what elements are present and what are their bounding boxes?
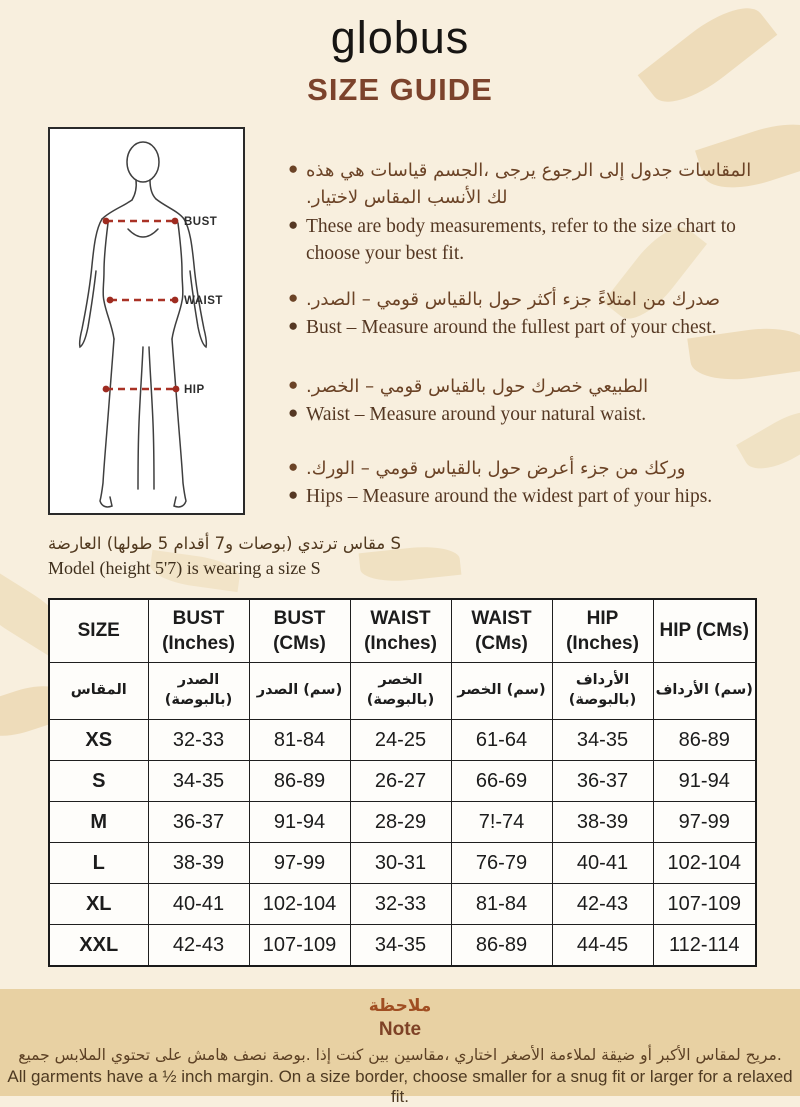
col-header: SIZE [49, 599, 148, 663]
size-table [48, 598, 755, 967]
table-header-row-ar [49, 663, 756, 720]
col-header-ar: الخصر (سم) [451, 663, 552, 720]
table-row [49, 761, 756, 802]
measure-cell: 112-114 [653, 925, 756, 967]
bust-label: BUST [184, 216, 218, 228]
size-cell: S [49, 761, 148, 802]
bullet-list [288, 155, 752, 535]
bullet-icon: ● [288, 215, 299, 234]
bullet-text [306, 314, 716, 341]
brand-logo: globus [330, 12, 470, 63]
bullet-text [306, 213, 736, 267]
size-cell: L [49, 843, 148, 884]
measure-cell: 7!-74 [451, 802, 552, 843]
bullet-line: choose your best fit. [306, 243, 465, 264]
bullet-icon: ● [288, 485, 299, 504]
table-row [49, 925, 756, 967]
size-cell: XXL [49, 925, 148, 967]
measure-cell: 40-41 [552, 843, 653, 884]
bullet-text [306, 157, 751, 211]
page-title: SIZE GUIDE [307, 72, 493, 107]
measure-cell: 32-33 [350, 884, 451, 925]
hip-label: HIP [184, 384, 205, 396]
measure-cell: 91-94 [653, 761, 756, 802]
size-cell: XS [49, 720, 148, 761]
measure-cell: 102-104 [653, 843, 756, 884]
bullet-item [288, 483, 712, 510]
measure-cell: 97-99 [249, 843, 350, 884]
measure-cell: 86-89 [653, 720, 756, 761]
measure-cell: 81-84 [451, 884, 552, 925]
figure-box [48, 127, 245, 515]
measure-cell: 107-109 [249, 925, 350, 967]
measure-cell: 61-64 [451, 720, 552, 761]
bullet-icon: ● [288, 457, 299, 476]
bullet-item [288, 455, 685, 482]
col-header: BUST (CMs) [249, 599, 350, 663]
measure-cell: 36-37 [552, 761, 653, 802]
bullet-line: .الصدر – قومي بالقياس حول أكثر جزء امتلاءً من صدرك [306, 289, 721, 310]
measure-cell: 34-35 [148, 761, 249, 802]
measure-cell: 38-39 [552, 802, 653, 843]
note-title-arabic: ملاحظة [368, 996, 432, 1016]
size-chart [48, 598, 757, 967]
table-row [49, 843, 756, 884]
col-header-ar: الأرداف (سم) [653, 663, 756, 720]
measure-cell: 40-41 [148, 884, 249, 925]
body-figure-svg [50, 129, 243, 513]
model-note [48, 531, 468, 581]
measure-cell: 24-25 [350, 720, 451, 761]
col-header: BUST (Inches) [148, 599, 249, 663]
bullet-item [288, 373, 648, 400]
col-header-ar: الأرداف (بالبوصة) [552, 663, 653, 720]
model-note-english: Model (height 5'7) is wearing a size S [48, 558, 321, 578]
bullet-line: هذه هي قياسات الجسم، يرجى الرجوع إلى جدول المقاسات [306, 160, 752, 181]
bullet-item [288, 314, 716, 341]
measure-cell: 76-79 [451, 843, 552, 884]
col-header-ar: المقاس [49, 663, 148, 720]
bullet-item [288, 213, 736, 267]
measure-cell: 97-99 [653, 802, 756, 843]
col-header: WAIST (CMs) [451, 599, 552, 663]
measure-cell: 30-31 [350, 843, 451, 884]
note-section [0, 989, 800, 1106]
measure-cell: 102-104 [249, 884, 350, 925]
bullet-item [288, 157, 751, 211]
note-body-arabic: جميع الملابس تحتوي على هامش نصف بوصة. إذا كنت بين مقاسين، اختاري الأصغر لملاءمة ضيقة أو الأكبر لمقاس مريح. [18, 1046, 782, 1064]
bullet-icon: ● [288, 288, 299, 307]
size-cell: M [49, 802, 148, 843]
measure-cell: 36-37 [148, 802, 249, 843]
bullet-icon: ● [288, 375, 299, 394]
col-header-ar: الصدر (بالبوصة) [148, 663, 249, 720]
measure-cell: 44-45 [552, 925, 653, 967]
bullet-line: .الخصر – قومي بالقياس حول خصرك الطبيعي [306, 376, 649, 397]
col-header-ar: الخصر (بالبوصة) [350, 663, 451, 720]
bullet-line: Bust – Measure around the fullest part of your chest. [306, 317, 717, 338]
table-header-row-en [49, 599, 756, 663]
bullet-text [306, 455, 685, 482]
measure-cell: 81-84 [249, 720, 350, 761]
col-header: HIP (CMs) [653, 599, 756, 663]
measure-cell: 26-27 [350, 761, 451, 802]
table-row [49, 802, 756, 843]
col-header: HIP (Inches) [552, 599, 653, 663]
measure-cell: 32-33 [148, 720, 249, 761]
measure-cell: 34-35 [552, 720, 653, 761]
bullet-text [306, 401, 646, 428]
bullet-item [288, 401, 646, 428]
table-row [49, 884, 756, 925]
measure-cell: 86-89 [451, 925, 552, 967]
bullet-icon: ● [288, 403, 299, 422]
note-body-english: All garments have a ½ inch margin. On a size border, choose smaller for a snug fit or larger for a relaxed fit. [7, 1067, 793, 1106]
col-header-ar: الصدر (سم) [249, 663, 350, 720]
bullet-icon: ● [288, 159, 299, 178]
note-title-english: Note [378, 1019, 422, 1040]
bullet-line: .لاختيار المقاس الأنسب لك [306, 187, 508, 208]
measure-cell: 42-43 [552, 884, 653, 925]
model-note-arabic: العارضة (طولها 5 أقدام و7 بوصات) ترتدي مقاس S [48, 534, 401, 553]
measure-cell: 34-35 [350, 925, 451, 967]
bullet-icon: ● [288, 316, 299, 335]
measure-cell: 38-39 [148, 843, 249, 884]
bullet-line: These are body measurements, refer to the size chart to [306, 216, 736, 237]
bullet-line: .الورك – قومي بالقياس حول أعرض جزء من وركك [306, 458, 686, 479]
measure-cell: 28-29 [350, 802, 451, 843]
waist-label: WAIST [184, 295, 223, 307]
figure-head [127, 142, 159, 182]
col-header: WAIST (Inches) [350, 599, 451, 663]
bullet-line: Hips – Measure around the widest part of your hips. [306, 486, 713, 507]
bullet-line: Waist – Measure around your natural waist. [306, 404, 647, 425]
size-cell: XL [49, 884, 148, 925]
measure-cell: 42-43 [148, 925, 249, 967]
bullet-text [306, 483, 712, 510]
table-row [49, 720, 756, 761]
measure-cell: 91-94 [249, 802, 350, 843]
bullet-text [306, 373, 648, 400]
measure-cell: 107-109 [653, 884, 756, 925]
bullet-text [306, 286, 720, 313]
measure-cell: 66-69 [451, 761, 552, 802]
bullet-item [288, 286, 720, 313]
measure-cell: 86-89 [249, 761, 350, 802]
